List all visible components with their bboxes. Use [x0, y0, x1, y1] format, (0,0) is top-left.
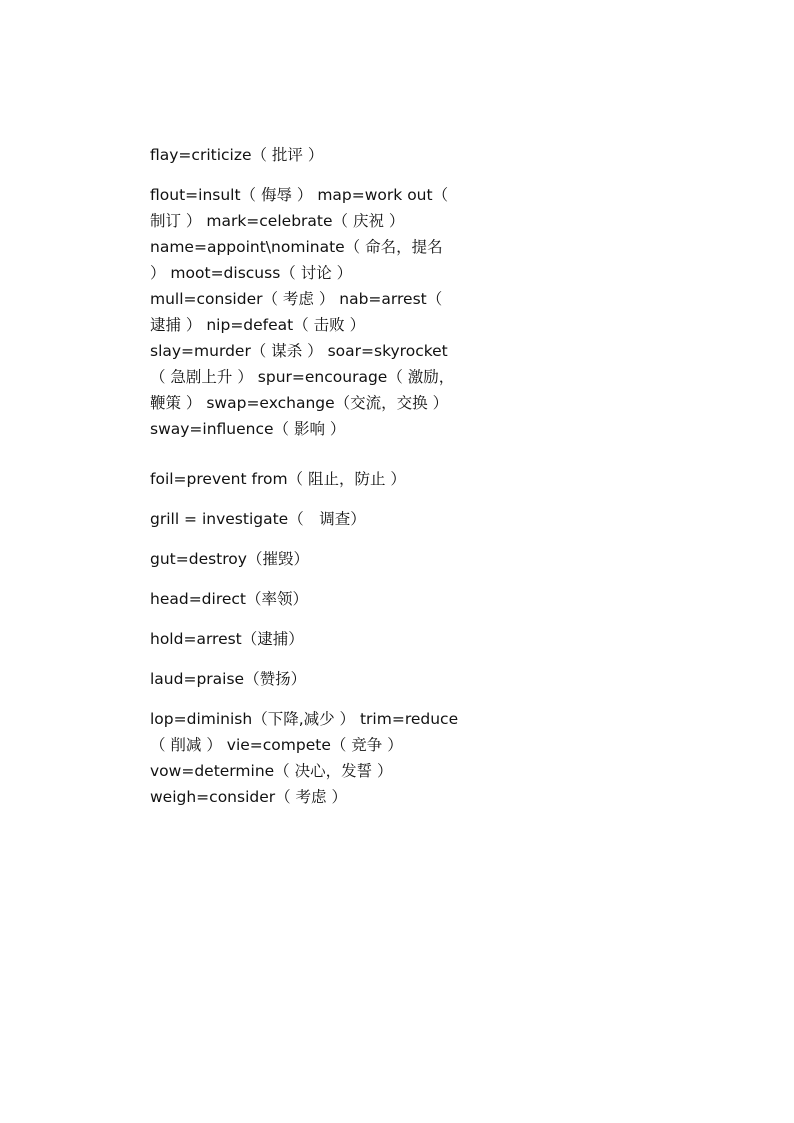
vocabulary-list: [150, 142, 460, 810]
vocab-paragraph-6: head=direct（率领）: [150, 590, 308, 608]
vocab-paragraph-4: grill = investigate（ 调查）: [150, 510, 366, 528]
vocab-paragraph-9: lop=diminish（下降,减少 ） trim=reduce（ 削减 ） vie=compete（ 竞争 ） vow=determine（ 决心，发誓 ） weigh=consider（ 考虑 ）: [150, 710, 459, 806]
vocab-paragraph-5: gut=destroy（摧毁）: [150, 550, 309, 568]
vocab-paragraph-3: foil=prevent from（ 阻止，防止 ）: [150, 470, 406, 488]
vocab-paragraph-1: flay=criticize（ 批评 ）: [150, 146, 324, 164]
vocab-paragraph-8: laud=praise（赞扬）: [150, 670, 307, 688]
vocab-paragraph-7: hold=arrest（逮捕）: [150, 630, 304, 648]
vocab-paragraph-2: flout=insult（ 侮辱 ） map=work out（ 制订 ） mark=celebrate（ 庆祝 ） name=appoint\nominate（ 命名，提名 ） moot=discuss（ 讨论 ） mull=consider（ 考虑 ） nab=arrest（ 逮捕 ） nip=defeat（ 击败 ） slay=murder（ 谋杀 ） soar=skyrocket（ 急剧上升 ） spur=encourage（ 激励，鞭策 ） swap=exchange（交流，交换 ） sway=influence（ 影响 ）: [150, 186, 455, 438]
